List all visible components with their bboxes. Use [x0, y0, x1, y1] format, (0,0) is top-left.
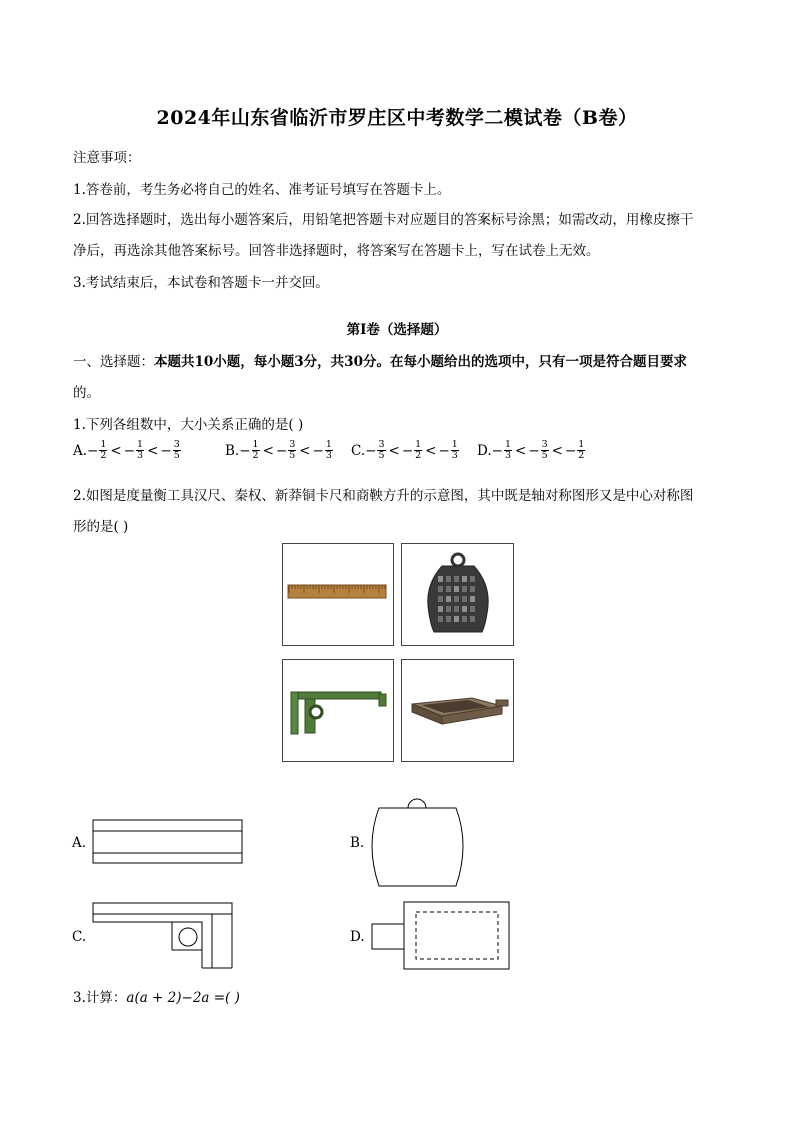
q2-option-b-label: B. [350, 835, 365, 851]
inscription-mark [454, 586, 459, 592]
notice-item-2: 2.回答选择题时，选出每小题答案后，用铅笔把答题卡对应题目的答案标号涂黑；如需改动，用橡皮擦干 [73, 212, 694, 228]
caliper-end [379, 694, 386, 706]
fraction [451, 440, 459, 461]
q3-stem [73, 986, 240, 1006]
section-intro [73, 350, 687, 370]
fraction [252, 440, 260, 461]
less-than-sign: < [110, 442, 122, 459]
q2-stem: 2.如图是度量衡工具汉尺、秦权、新莽铜卡尺和商鞅方升的示意图，其中既是轴对称图形又是中心对称图 [73, 488, 694, 504]
fraction [577, 440, 585, 461]
inscription-mark [462, 606, 467, 612]
minus-sign: − [160, 442, 172, 459]
inscription-mark [438, 606, 443, 612]
inscription-mark [446, 576, 451, 582]
q1-option-label: C. [351, 442, 366, 459]
fraction-denominator: 2 [100, 450, 107, 461]
q2-option-a-label: A. [72, 835, 87, 851]
fraction-numerator: 3 [378, 439, 385, 450]
minus-sign: − [123, 442, 136, 459]
minus-sign: − [491, 442, 503, 459]
fraction-denominator: 5 [378, 450, 385, 461]
fraction [541, 440, 549, 461]
photo-xinmang-caliper [282, 659, 394, 762]
minus-sign: − [239, 442, 251, 459]
less-than-sign: < [262, 442, 274, 459]
section-intro-cont: 的。 [73, 385, 100, 401]
page-title: 2024年山东省临沂市罗庄区中考数学二模试卷（B卷） [156, 107, 638, 129]
minus-sign: − [87, 442, 99, 459]
fraction-denominator: 2 [252, 450, 259, 461]
ruler-illustration [283, 544, 393, 645]
fraction-numerator: 1 [504, 439, 511, 450]
q2-option-c-label: C. [72, 929, 87, 945]
q1-stem: 1.下列各组数中，大小关系正确的是( ) [73, 417, 304, 433]
photo-qin-weight [401, 543, 514, 646]
notice-item-2-cont: 净后，再选涂其他答案标号。回答非选择题时，将答案写在答题卡上，写在试卷上无效。 [73, 243, 600, 259]
q1-option-a[interactable] [73, 440, 182, 461]
q1-option-b[interactable] [225, 440, 334, 461]
weight-loop [452, 554, 464, 566]
q1-option-label: D. [477, 442, 492, 459]
fraction-numerator: 1 [325, 439, 332, 450]
box-illustration [402, 660, 513, 761]
inscription-mark [462, 596, 467, 602]
less-than-sign: < [425, 442, 437, 459]
less-than-sign: < [551, 442, 563, 459]
inscription-mark [438, 576, 443, 582]
q1-option-label: A. [73, 442, 88, 459]
caliper-illustration [283, 660, 393, 761]
q1-option-d[interactable] [477, 440, 586, 461]
inscription-mark [446, 616, 451, 622]
fraction-denominator: 5 [173, 450, 180, 461]
fraction [504, 440, 512, 461]
section-intro-rule: 本题共10小题，每小题3分，共30分。在每小题给出的选项中，只有一项是符合题目要求 [154, 354, 687, 370]
minus-sign: − [365, 442, 377, 459]
fraction-denominator: 3 [451, 450, 458, 461]
fraction-numerator: 3 [173, 439, 180, 450]
minus-sign: − [401, 442, 414, 459]
less-than-sign: < [299, 442, 311, 459]
fraction-denominator: 5 [289, 450, 296, 461]
inscription-mark [438, 586, 443, 592]
inscription-mark [438, 596, 443, 602]
q1-option-c[interactable] [351, 440, 460, 461]
fraction-denominator: 3 [137, 450, 144, 461]
inscription-mark [470, 616, 475, 622]
notice-item-1: 1.答卷前，考生务必将自己的姓名、准考证号填写在答题卡上。 [73, 182, 451, 198]
fraction-numerator: 1 [100, 439, 107, 450]
fraction-numerator: 1 [252, 439, 259, 450]
less-than-sign: < [147, 442, 159, 459]
q2-option-d-label: D. [350, 929, 365, 945]
inscription-mark [454, 616, 459, 622]
q3-prefix: 3.计算： [73, 990, 127, 1006]
inscription-mark [470, 596, 475, 602]
inscription-mark [454, 576, 459, 582]
fraction-numerator: 1 [415, 439, 422, 450]
q2-option-d-figure[interactable] [370, 900, 512, 972]
notice-item-3: 3.考试结束后，本试卷和答题卡一并交回。 [73, 275, 329, 291]
fraction [377, 440, 385, 461]
q1-option-label: B. [225, 442, 240, 459]
less-than-sign: < [515, 442, 527, 459]
q2-stem-cont: 形的是( ) [73, 519, 129, 535]
fraction-numerator: 1 [451, 439, 458, 450]
q2-option-a-figure[interactable] [92, 819, 244, 865]
fraction [136, 440, 144, 461]
fraction [173, 440, 181, 461]
fraction-denominator: 2 [578, 450, 585, 461]
fraction-numerator: 3 [289, 439, 296, 450]
caliper-beam [291, 692, 381, 699]
inscription-mark [470, 576, 475, 582]
inscription-mark [462, 576, 467, 582]
inscription-mark [470, 586, 475, 592]
fraction-denominator: 2 [415, 450, 422, 461]
inscription-mark [438, 616, 443, 622]
minus-sign: − [438, 442, 450, 459]
inscription-mark [446, 586, 451, 592]
minus-sign: − [275, 442, 288, 459]
photo-han-ruler [282, 543, 394, 646]
fraction-denominator: 3 [504, 450, 511, 461]
fraction [99, 440, 107, 461]
caliper-ring [310, 706, 322, 718]
less-than-sign: < [388, 442, 400, 459]
inscription-mark [454, 606, 459, 612]
section-intro-lead: 一、选择题： [73, 354, 154, 370]
box-handle [496, 700, 508, 706]
inscription-mark [446, 596, 451, 602]
fraction-numerator: 1 [137, 439, 144, 450]
fraction [288, 440, 296, 461]
fraction-numerator: 1 [578, 439, 585, 450]
inscription-mark [446, 606, 451, 612]
minus-sign: − [528, 442, 540, 459]
fraction [325, 440, 333, 461]
inscription-mark [454, 596, 459, 602]
caliper-jaw-left [291, 692, 298, 734]
fraction [414, 440, 422, 461]
weight-illustration [402, 544, 513, 645]
notice-heading: 注意事项： [73, 150, 141, 166]
fraction-denominator: 5 [541, 450, 548, 461]
q2-option-c-figure[interactable] [92, 902, 234, 970]
inscription-mark [462, 586, 467, 592]
photo-shangyang-box [401, 659, 514, 762]
inscription-mark [470, 606, 475, 612]
fraction-denominator: 3 [325, 450, 332, 461]
inscription-mark [462, 616, 467, 622]
minus-sign: − [564, 442, 577, 459]
minus-sign: − [312, 442, 324, 459]
section-title: 第Ⅰ卷（选择题） [346, 322, 448, 338]
q2-option-b-figure[interactable] [370, 795, 465, 890]
fraction-numerator: 3 [541, 439, 548, 450]
q3-expression: a(a + 2)−2a =( ) [126, 990, 240, 1006]
